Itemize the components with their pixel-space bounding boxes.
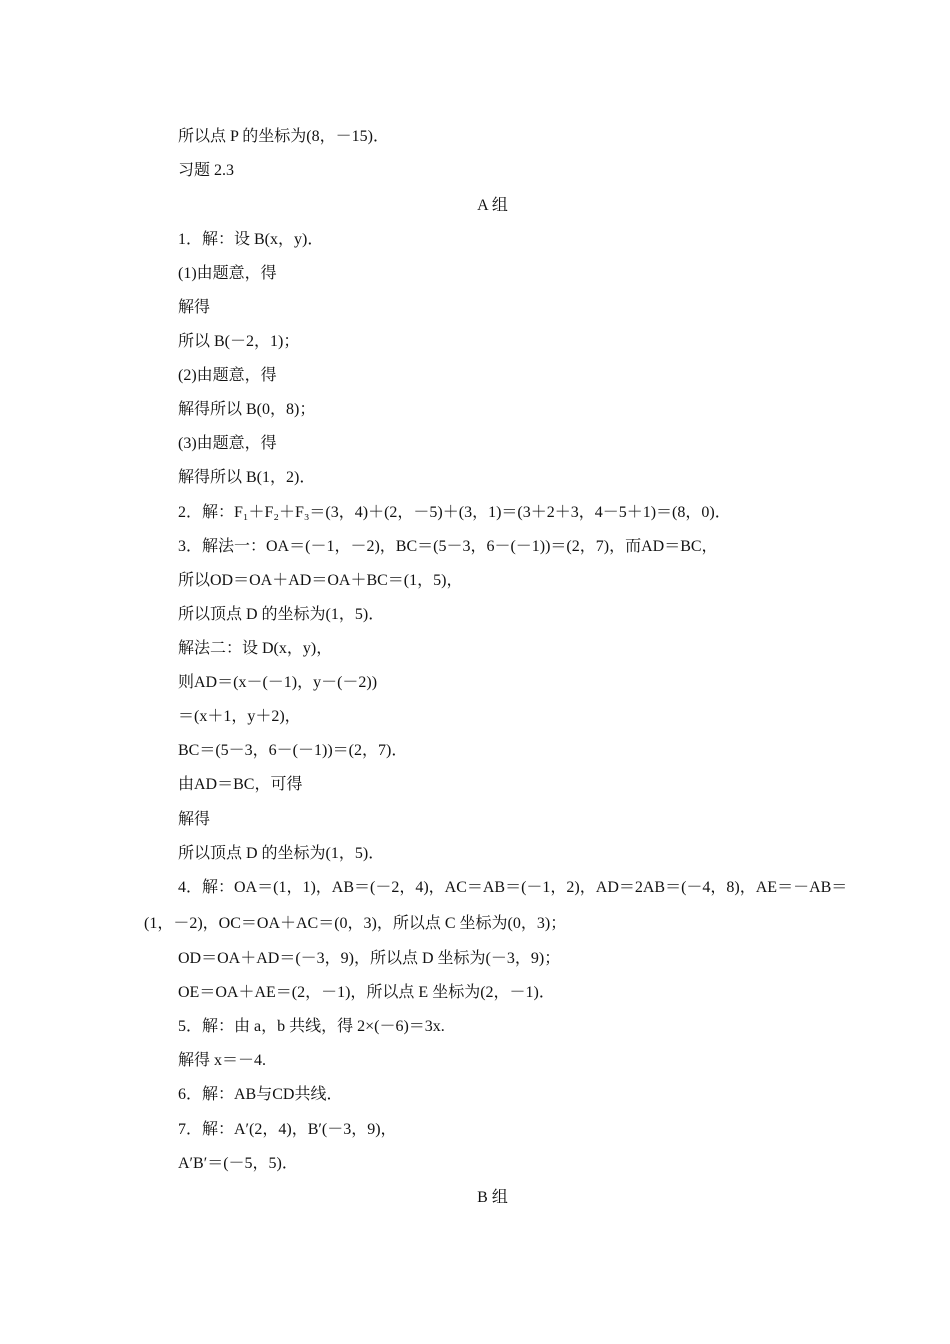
text-line: 则AD＝(x－(－1)，y－(－2)): [178, 674, 378, 691]
text-line: ＝(x＋1，y＋2)，: [178, 708, 301, 725]
text-line: 解得 x＝－4.: [178, 1052, 267, 1069]
text-line: (2)由题意，得: [178, 367, 277, 384]
text-line: 解得所以 B(1，2)．: [178, 469, 316, 486]
text-line: OE＝OA＋AE＝(2，－1)，所以点 E 坐标为(2，－1)．: [178, 984, 555, 1001]
text-line: 解得: [178, 299, 211, 316]
text-line: 所以 B(－2，1)；: [178, 333, 300, 350]
text-line: (3)由题意，得: [178, 435, 277, 452]
text-line: 所以顶点 D 的坐标为(1，5)．: [178, 845, 385, 862]
group-heading: B 组: [477, 1189, 508, 1206]
text-line: 5．解：由 a，b 共线，得 2×(－6)＝3x.: [178, 1018, 445, 1035]
text-line: 3．解法一：OA＝(－1，－2)，BC＝(5－3，6－(－1))＝(2，7)，而AD＝BC，: [178, 538, 718, 555]
text-line: 4．解：OA＝(1，1)，AB＝(－2，4)，AC＝AB＝(－1，2)，AD＝2AB＝(－4，8)，AE＝－AB＝: [178, 879, 848, 896]
text-line: OD＝OA＋AD＝(－3，9)，所以点 D 坐标为(－3，9)；: [178, 950, 561, 967]
text-line: BC＝(5－3，6－(－1))＝(2，7)．: [178, 742, 408, 759]
text-line: 2．解：F₁＋F₂＋F₃＝(3，4)＋(2，－5)＋(3，1)＝(3＋2＋3，4－5＋1)＝(8，0)．: [178, 504, 731, 521]
text-line: 所以OD＝OA＋AD＝OA＋BC＝(1，5)，: [178, 572, 463, 589]
text-line: 由AD＝BC，可得: [178, 776, 303, 793]
text-line: 所以顶点 D 的坐标为(1，5)．: [178, 606, 385, 623]
text-line: 所以点 P 的坐标为(8，－15)．: [178, 128, 389, 145]
text-line: 解法二：设 D(x，y)，: [178, 640, 333, 657]
section-heading: 习题 2.3: [178, 162, 235, 179]
text-line: A′B′＝(－5，5)．: [178, 1155, 298, 1172]
text-line: (1，－2)，OC＝OA＋AC＝(0，3)，所以点 C 坐标为(0，3)；: [144, 915, 567, 932]
text-line: 7．解：A′(2，4)，B′(－3，9)，: [178, 1121, 397, 1138]
text-line: 6．解：AB与CD共线．: [178, 1086, 343, 1103]
text-line: 1．解：设 B(x，y)．: [178, 231, 324, 248]
text-line: 解得所以 B(0，8)；: [178, 401, 316, 418]
group-heading: A 组: [477, 197, 508, 214]
text-line: (1)由题意，得: [178, 265, 277, 282]
text-line: 解得: [178, 811, 211, 828]
